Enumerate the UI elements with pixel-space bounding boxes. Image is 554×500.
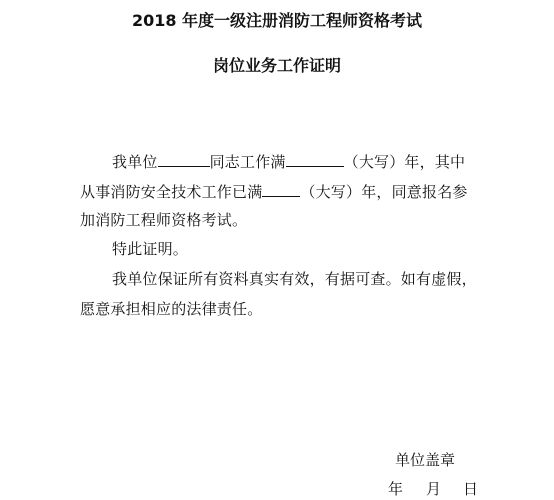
paragraph1-line2 bbox=[80, 181, 468, 202]
text-we-unit: 我单位 bbox=[112, 153, 158, 171]
name-blank bbox=[158, 151, 210, 167]
fire-years-blank bbox=[262, 181, 300, 197]
paragraph3-line1: 我单位保证所有资料真实有效，有据可查。如有虚假， bbox=[112, 270, 477, 288]
text-agree-register: （大写）年，同意报名参 bbox=[300, 183, 468, 201]
text-capital-years: （大写）年，其中 bbox=[343, 153, 466, 171]
paragraph1-line3: 加消防工程师资格考试。 bbox=[80, 211, 248, 229]
years-blank bbox=[286, 151, 344, 167]
paragraph3-line2: 愿意承担相应的法律责任。 bbox=[80, 300, 263, 318]
paragraph1-line1 bbox=[112, 151, 465, 172]
day-label: 日 bbox=[463, 480, 479, 498]
paragraph2: 特此证明。 bbox=[112, 240, 189, 258]
document-title: 2018 年度一级注册消防工程师资格考试 bbox=[131, 11, 423, 30]
month-label: 月 bbox=[426, 480, 442, 498]
seal-label: 单位盖章 bbox=[395, 451, 456, 469]
year-label: 年 bbox=[388, 480, 404, 498]
text-fire-safety-work: 从事消防安全技术工作已满 bbox=[80, 183, 263, 201]
document-subtitle: 岗位业务工作证明 bbox=[212, 56, 341, 75]
text-worked-full: 同志工作满 bbox=[209, 153, 286, 171]
